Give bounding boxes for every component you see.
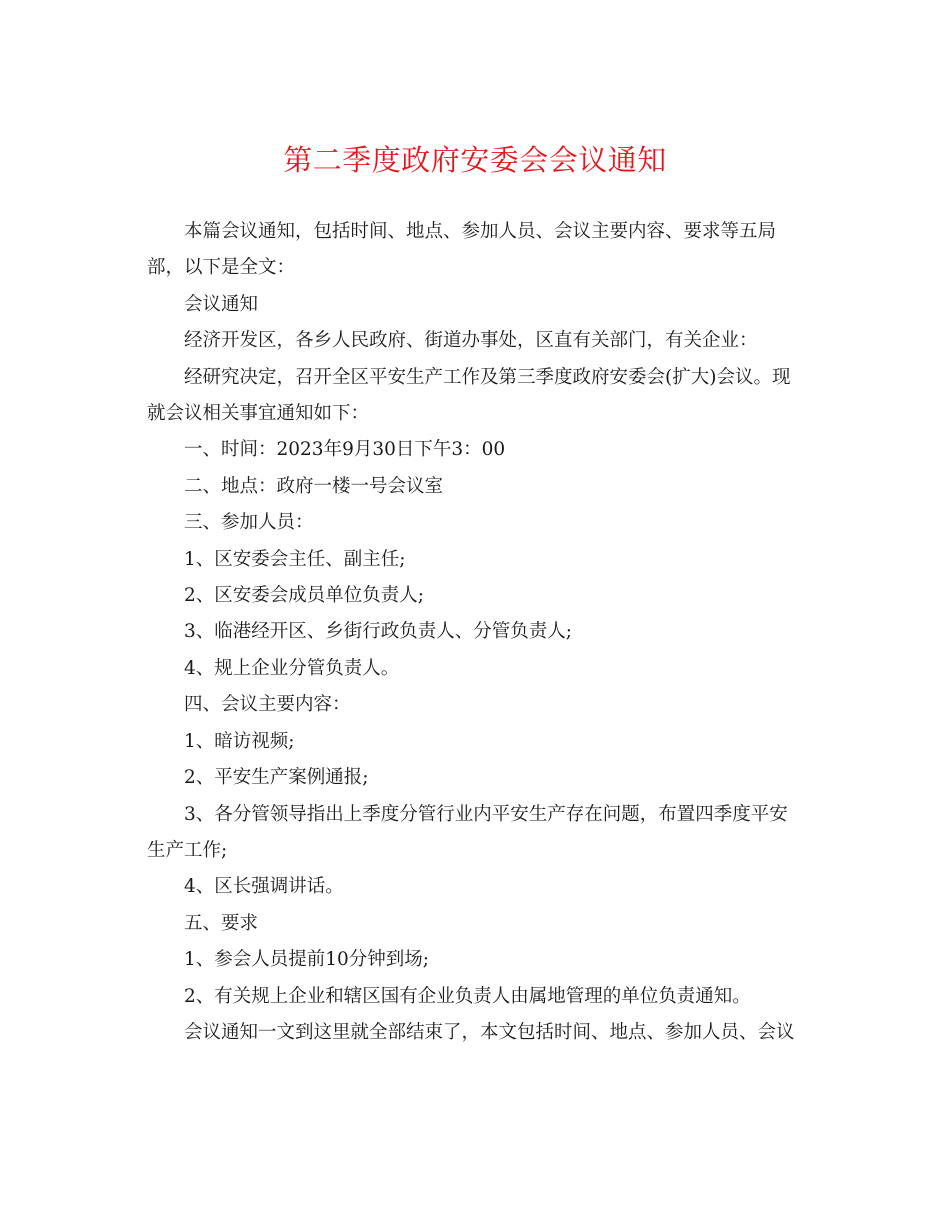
list-item: 1、区安委会主任、副主任;	[184, 548, 406, 570]
list-item: 4、区长强调讲话。	[184, 876, 344, 898]
list-item: 1、暗访视频;	[184, 730, 295, 752]
paragraph-requirements-heading: 五、要求	[184, 912, 259, 934]
paragraph-attendees-heading: 三、参加人员：	[184, 512, 314, 534]
document-title: 第二季度政府安委会会议通知	[283, 143, 667, 177]
list-item: 4、规上企业分管负责人。	[184, 657, 400, 679]
list-item: 1、参会人员提前10分钟到场;	[184, 949, 430, 971]
paragraph-notice-heading: 会议通知	[184, 293, 259, 315]
list-item: 2、区安委会成员单位负责人;	[184, 585, 425, 607]
paragraph-time: 一、时间：2023年9月30日下午3：00	[184, 439, 506, 461]
paragraph-content-heading: 四、会议主要内容：	[184, 694, 351, 716]
paragraph-recipients: 经济开发区，各乡人民政府、街道办事处，区直有关部门，有关企业：	[184, 330, 758, 352]
paragraph-decision: 经研究决定，召开全区平安生产工作及第三季度政府安委会(扩大)会议。现就会议相关事宜通知如下：	[147, 366, 791, 425]
list-item: 2、有关规上企业和辖区国有企业负责人由属地管理的单位负责通知。	[184, 985, 751, 1007]
list-item: 2、平安生产案例通报;	[184, 767, 369, 789]
paragraph-closing: 会议通知一文到这里就全部结束了，本文包括时间、地点、参加人员、会议	[184, 1021, 795, 1043]
document-body	[147, 214, 803, 1051]
paragraph-intro: 本篇会议通知，包括时间、地点、参加人员、会议主要内容、要求等五局部，以下是全文：	[147, 221, 777, 279]
paragraph-location: 二、地点：政府一楼一号会议室	[184, 475, 444, 497]
list-item: 3、各分管领导指出上季度分管行业内平安生产存在问题，布置四季度平安生产工作;	[147, 803, 788, 861]
list-item: 3、临港经开区、乡街行政负责人、分管负责人;	[184, 621, 573, 643]
